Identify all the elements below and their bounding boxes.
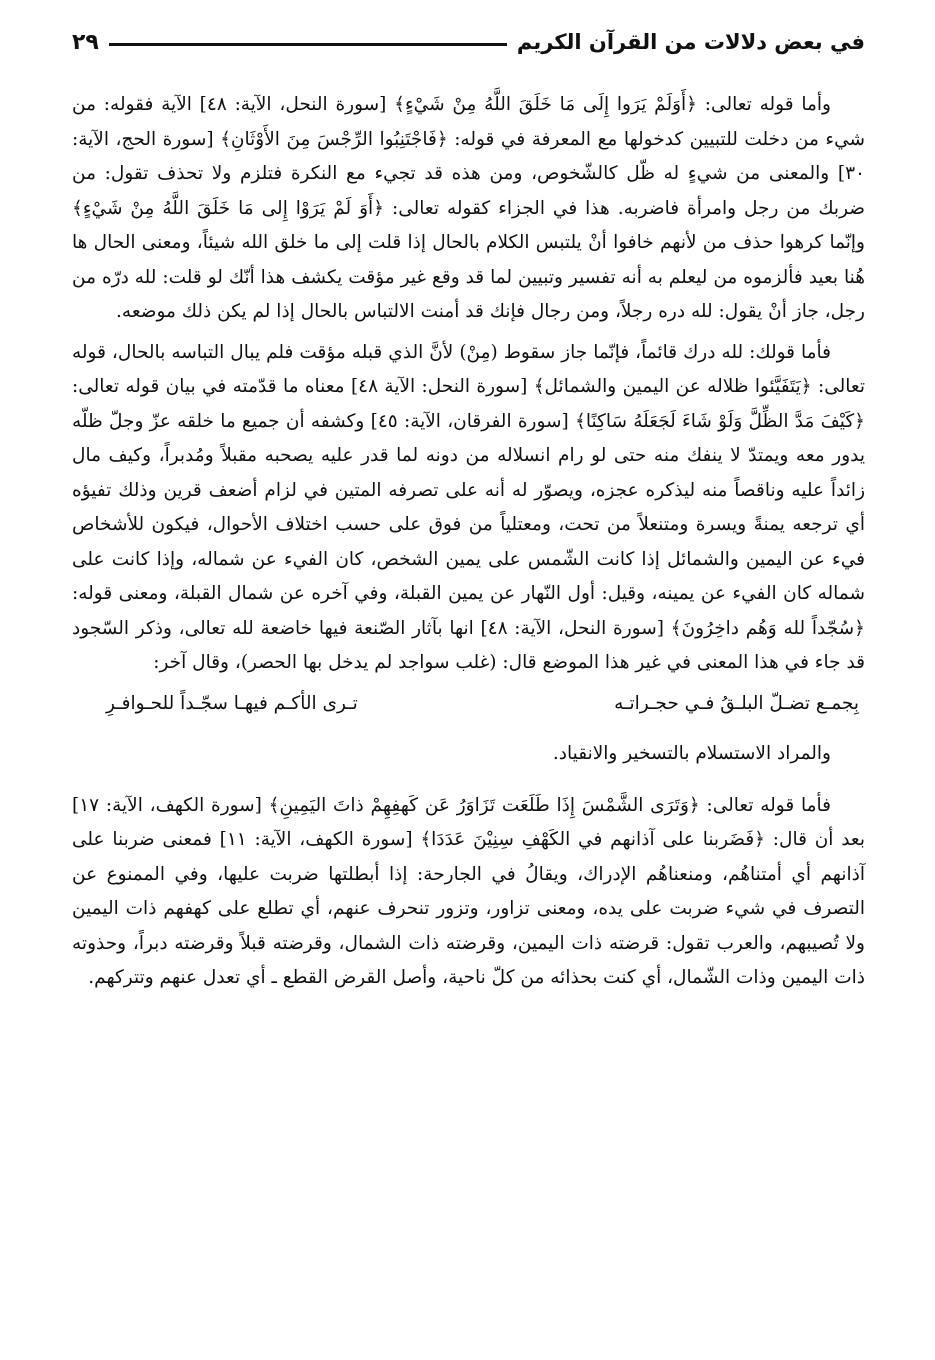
poem-first-hemistich: بِجمـع تضـلّ البلـقُ فـي حجـراتـه	[614, 692, 859, 714]
paragraph-2: فأما قولك: لله درك قائماً، فإنّما جاز سقوط (مِنْ) لأنَّ الذي قبله مؤقت فلم يبال التباسه بالحال، قوله تعالى: ﴿يَتَفَيَّئوا ظلاله عن اليمين والشمائل﴾ [سورة النحل: الآية ٤٨] معناه ما قدّمته في بيان قوله تعالى: ﴿كَيْفَ مَدَّ الظِّلَّ وَلَوْ شَاءَ لَجَعَلَهُ سَاكِنًا﴾ [سورة الفرقان، الآية: ٤٥] وكشفه أن جميع ما خلقه عزّ وجلّ ظلّه يدور معه ويمتدّ لا ينفك منه حتى لو رام انسلاله من دونه لما قدر عليه يصحبه مقبلاً ومُدبراً، وكيف مال زائداً عليه وناقصاً منه ليذكره عجزه، ويصوّر له أنه على تصرفه المتين في لزام أضعف قرين وذلك تفيؤه أي ترجعه يمنةً ويسرة ومتنعلاً من تحت، ومعتلياً من فوق على حسب اختلاف الأحوال، فيكون للأشخاص فيء عن اليمين والشمائل إذا كانت الشّمس على يمين الشخص، كان الفيء عن شماله، وإذا كانت على شماله كان الفيء عن يمينه، وقيل: أول النّهار عن يمين القبلة، وفي آخره عن شمال القبلة، ومعنى قوله: ﴿سُجّداً لله وَهُم داخِرُونَ﴾ [سورة النحل، الآية: ٤٨] انها بآثار الصّنعة فيها خاضعة لله تعالى، وذكر السّجود قد جاء في هذا المعنى في غير هذا الموضع قال: (غلب سواجد لم يدخل بها الحصر)، وقال آخر:	[72, 341, 865, 673]
poem-second-hemistich: تـرى الأكـم فيهـا سجّـداً للحـوافـرِ	[106, 692, 358, 714]
running-header	[72, 22, 865, 62]
paragraph-3: فأما قوله تعالى: ﴿وَتَرَى الشَّمْسَ إِذَا طَلَعَت تَزَاوَرُ عَن كَهفِهِمْ ذاتَ اليَمِينِ﴾ [سورة الكهف، الآية: ١٧] بعد أن قال: ﴿فَضَربنا على آذانهم في الكَهْفِ سِنِيْنَ عَدَدَا﴾ [سورة الكهف، الآية: ١١] فمعنى ضربنا على آذانهم أي أمتناهُم، ومنعناهُم الإدراك، ويقالُ في الجارحة: إذا أبطلتها ضربت عليها، وفي الممنوع عن التصرف في شيء ضربت على يده، ومعنى تزاور، وتزور تنحرف عنهم، أي تطلع على كهفهم ذات اليمين ولا تُصيبهم، والعرب تقول: قرضته ذات اليمين، وقرضته ذات الشمال، وقرضته قبلاً وقرضته دبراً، وحذوته ذات اليمين وذات الشّمال، أي كنت بحذائه من كلّ ناحية، وأصل القرض القطع ـ أي تعدل عنهم وتتركهم.	[72, 794, 865, 988]
poem-verse	[72, 687, 865, 721]
hemistich-gap	[456, 687, 516, 721]
header-rule	[109, 43, 507, 46]
paragraph-1: وأما قوله تعالى: ﴿أَوَلَمْ يَرَوا إِلَى مَا خَلَقَ اللَّهُ مِنْ شَيْءٍ﴾ [سورة النحل، الآية: ٤٨] الآية فقوله: من شيء من دخلت للتبيين كدخولها مع المعرفة في قوله: ﴿فَاجْتَنِبُوا الرِّجْسَ مِنَ الأَوْثَانِ﴾ [سورة الحج، الآية: ٣٠] والمعنى من شيءٍ له ظّل كالشّخوص، ومن هذه قد تجيء مع النكرة فتلزم ولا تحذف تقول: من ضربك من رجل وامرأة فاضربه. هذا في الجزاء كقوله تعالى: ﴿أَوَ لَمْ يَرَوْا إِلى مَا خَلَقَ اللَّهُ مِنْ شَيْءٍ﴾ وإنّما كرهوا حذف من لأنهم خافوا أنْ يلتبس الكلام بالحال إذا قلت إلى ما خلق الله شيئاً، ومعنى الحال ها هُنا بعيد فألزموه من ليعلم به أنه تفسير وتبيين لما قد وقع غير مؤقت يكشف هذا أنّك لو قلت: لله درّه من رجل، جاز أنْ يقول: لله دره رجلاً، ومن رجال فإنك قد أمنت الالتباس بالحال إذا لم يكن ذلك موضعه.	[72, 94, 865, 322]
page-number: ٢٩	[72, 29, 99, 55]
running-title: في بعض دلالات من القرآن الكريم	[516, 30, 865, 54]
after-poem-line: والمراد الاستسلام بالتسخير والانقياد.	[552, 742, 831, 764]
